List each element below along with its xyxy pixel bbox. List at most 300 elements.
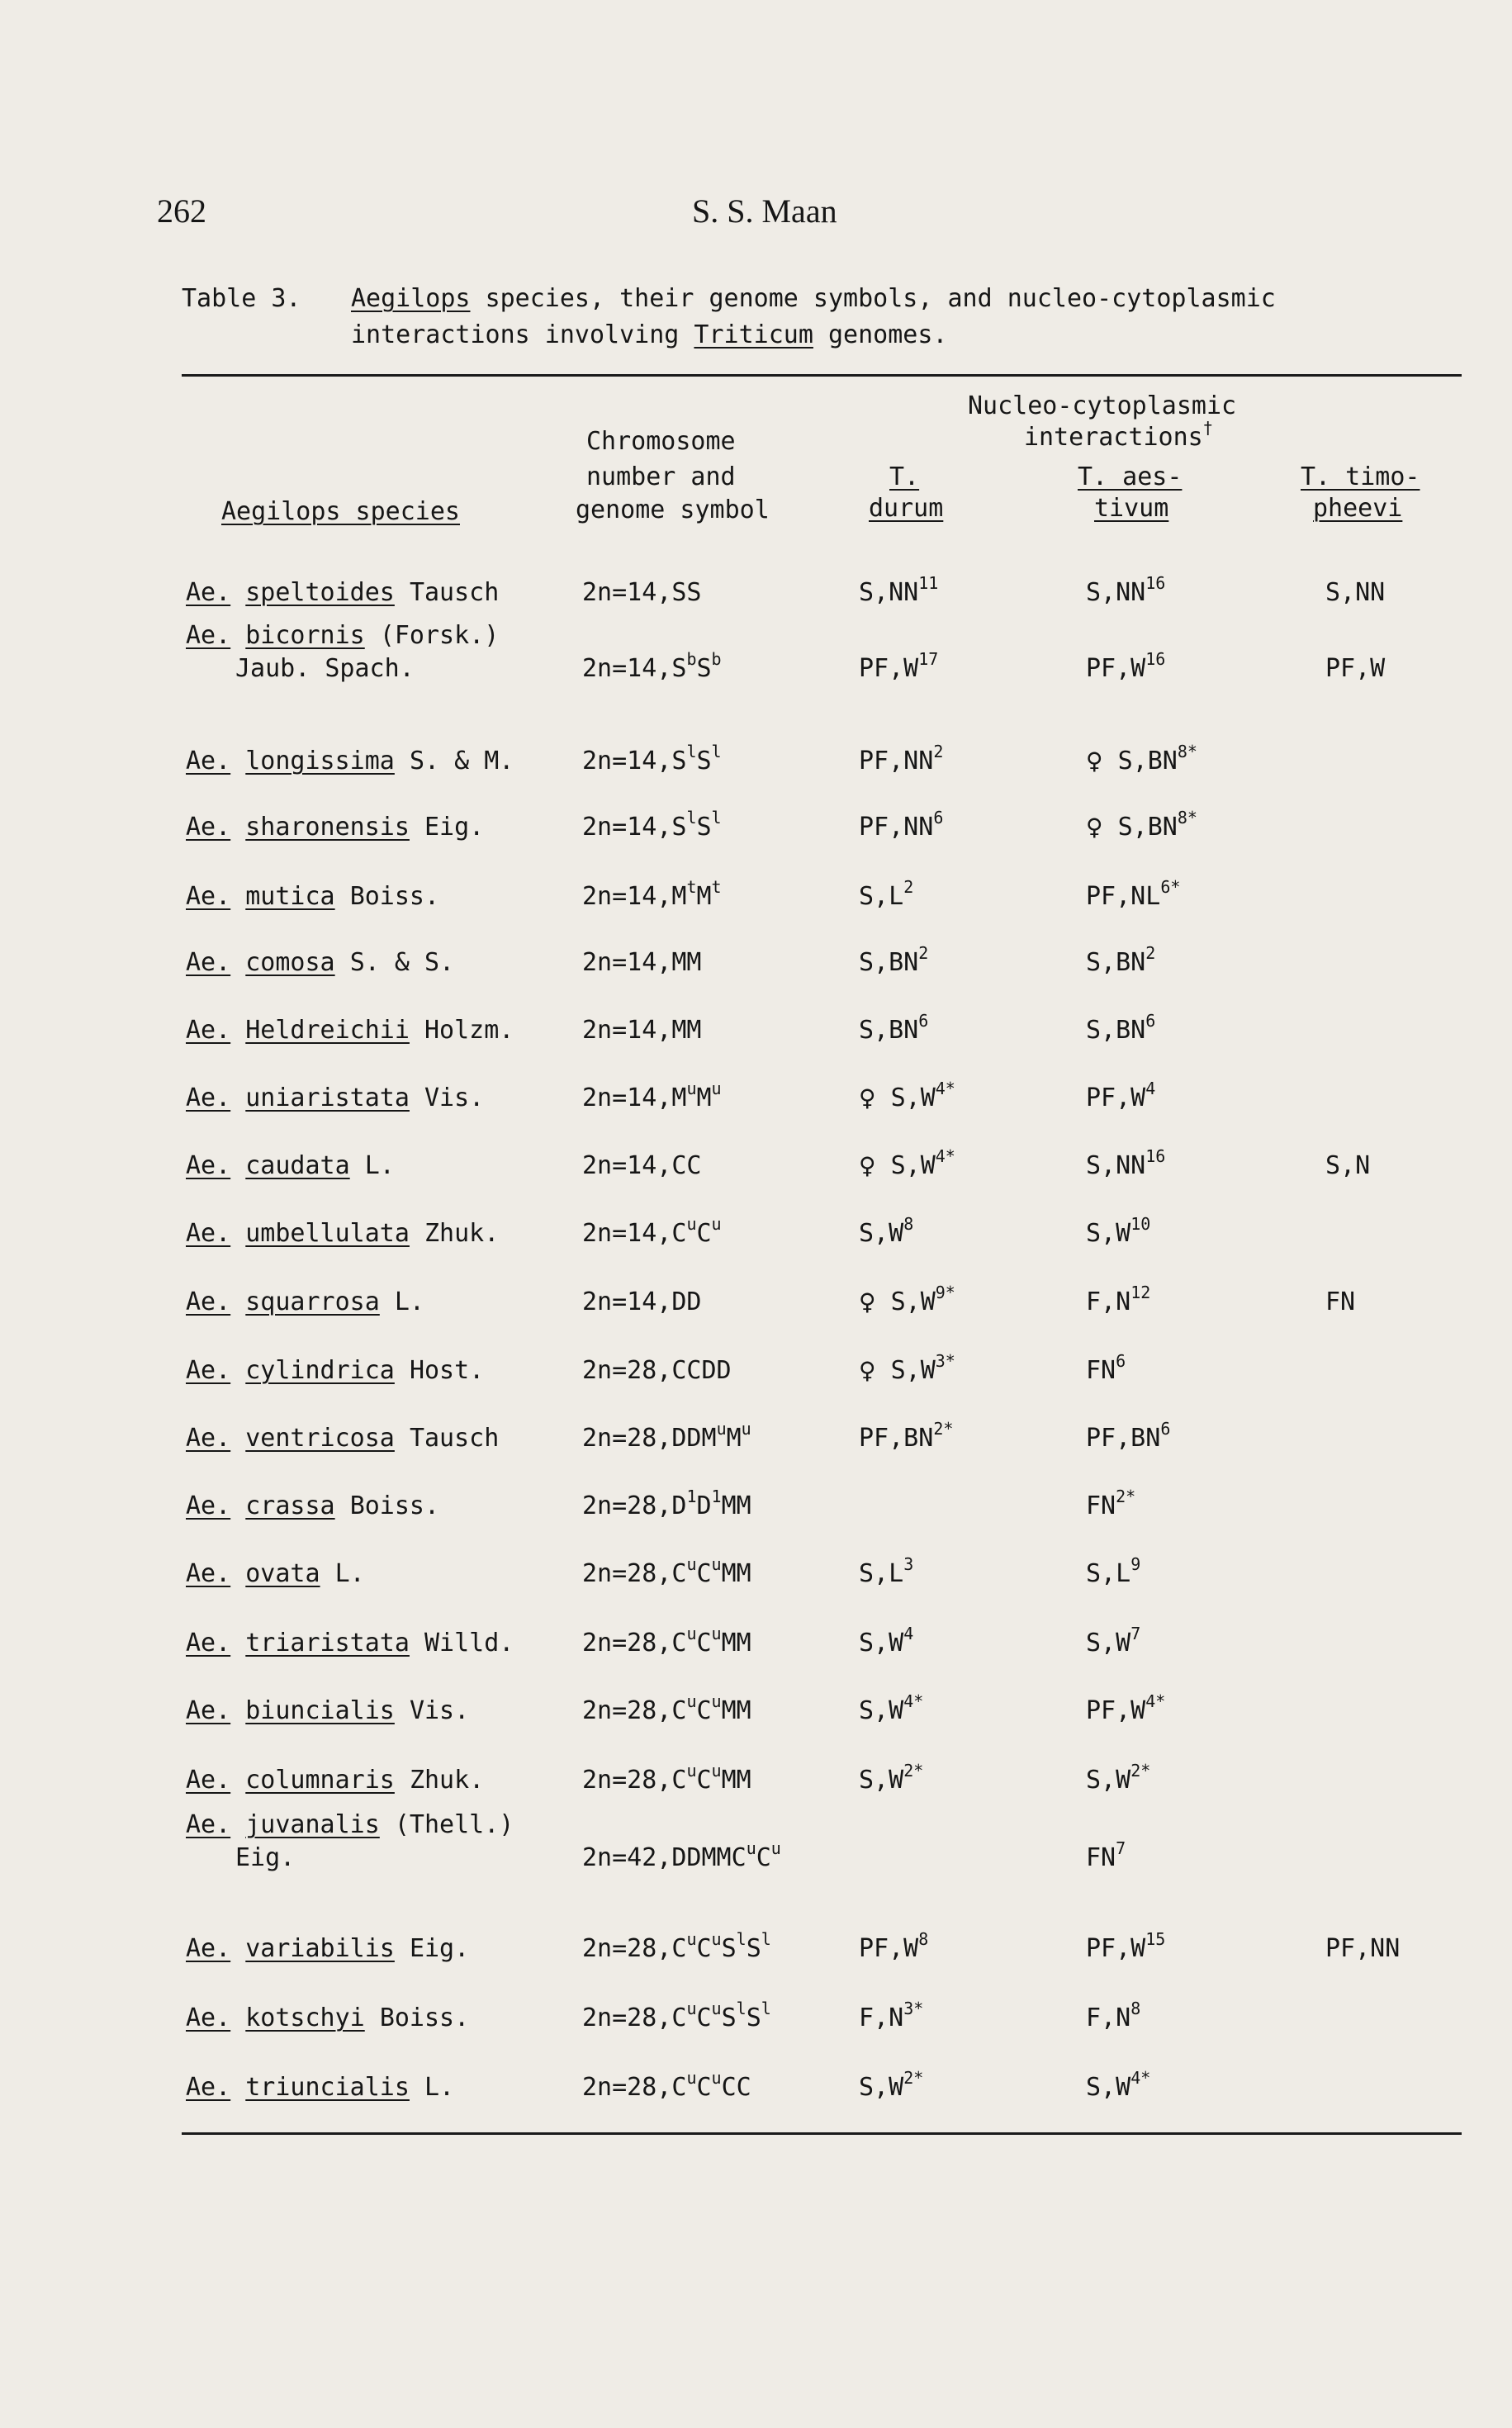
species-genus: Ae. (186, 1424, 231, 1453)
aestivum-value: FN (1086, 1491, 1116, 1520)
species-genus: Ae. (186, 578, 231, 607)
chromosome-text: MM (721, 1766, 751, 1795)
chromosome-text: 2n=14,C (582, 1219, 687, 1248)
species-cell (186, 619, 499, 685)
aestivum-cell (1086, 1999, 1141, 2035)
aestivum-value: PF,W (1086, 1934, 1146, 1963)
caption-label: Table 3. (182, 284, 301, 313)
species-cell (186, 1422, 499, 1455)
aestivum-cell (1086, 1419, 1171, 1455)
chromosome-text: C (696, 2073, 712, 2102)
species-author: Tausch (409, 578, 500, 607)
durum-cell (859, 649, 939, 685)
header-dagger: † (1202, 418, 1213, 438)
durum-cell (859, 742, 944, 778)
species-author: Vis. (424, 1084, 485, 1112)
species-epithet: triaristata (245, 1629, 410, 1657)
timopheevi-value: PF,NN (1325, 1934, 1401, 1963)
species-author-continued: Eig. (235, 1843, 296, 1872)
header-durum-t: T. (889, 462, 920, 491)
aestivum-value: PF,W (1086, 1084, 1146, 1112)
aestivum-superscript: 4* (1145, 1691, 1166, 1711)
chromosome-text: 2n=14,M (582, 1084, 687, 1112)
species-line (186, 948, 454, 977)
chromosome-cell (582, 1838, 781, 1875)
chromosome-text: 2n=28,DDM (582, 1424, 717, 1453)
species-cell (186, 1932, 469, 1966)
chromosome-text: 2n=28,C (582, 1934, 687, 1963)
aestivum-value: FN (1086, 1356, 1116, 1385)
aestivum-cell (1086, 1624, 1141, 1660)
chromosome-text: 2n=14,DD (582, 1288, 702, 1316)
species-line (186, 2073, 454, 2102)
durum-cell (859, 1214, 914, 1250)
species-genus: Ae. (186, 1696, 231, 1725)
chromosome-cell (582, 649, 722, 685)
species-genus: Ae. (186, 1356, 231, 1385)
species-author: Host. (409, 1356, 485, 1385)
durum-value: PF,W (859, 1934, 919, 1963)
durum-superscript: 9* (935, 1283, 955, 1302)
header-nucleo-cytoplasmic: Nucleo-cytoplasmic (968, 391, 1237, 420)
header-species-label: Aegilops species (221, 497, 460, 526)
species-author: L. (334, 1559, 365, 1588)
durum-superscript: 2 (918, 943, 929, 963)
species-line (186, 1491, 439, 1520)
durum-value: PF,NN (859, 813, 934, 842)
chromosome-cell (582, 1554, 751, 1591)
chromosome-cell (582, 2068, 751, 2104)
chromosome-cell (582, 1014, 702, 1047)
chromosome-superscript: u (711, 1214, 722, 1234)
species-line (186, 1424, 499, 1453)
aestivum-value: F,N (1086, 1288, 1131, 1316)
durum-superscript: 6 (933, 808, 944, 828)
durum-value: S,W (875, 1288, 936, 1316)
chromosome-superscript: u (686, 1691, 697, 1711)
species-author: L. (364, 1151, 395, 1180)
chromosome-text: 2n=28,C (582, 1629, 687, 1657)
durum-cell (859, 808, 944, 844)
chromosome-superscript: l (711, 742, 722, 761)
species-author: Eig. (424, 813, 485, 842)
species-epithet: longissima (245, 747, 395, 775)
chromosome-superscript: b (686, 649, 697, 669)
species-epithet: Heldreichii (245, 1016, 410, 1045)
aestivum-value: S,L (1086, 1559, 1131, 1588)
aestivum-value: S,NN (1086, 578, 1146, 607)
aestivum-superscript: 6 (1116, 1351, 1126, 1371)
caption-triticum: Triticum (694, 320, 813, 349)
chromosome-text: 2n=42,DDMMC (582, 1843, 747, 1872)
chromosome-text: MM (721, 1629, 751, 1657)
species-cell (186, 1558, 365, 1591)
durum-cell (859, 2068, 924, 2104)
header-durum-label: durum (869, 494, 944, 523)
timopheevi-value: PF,W (1325, 654, 1386, 683)
header-aestivum-label: tivum (1094, 494, 1169, 523)
chromosome-superscript: u (711, 1691, 722, 1711)
aestivum-value: S,W (1086, 1766, 1131, 1795)
chromosome-text: 2n=14,S (582, 654, 687, 683)
chromosome-superscript: u (686, 1999, 697, 2018)
durum-value: S,BN (859, 1016, 919, 1045)
aestivum-value: PF,BN (1086, 1424, 1161, 1453)
aestivum-cell (1086, 1011, 1156, 1047)
chromosome-text: 2n=14,M (582, 882, 687, 911)
durum-female-symbol: ♀ (859, 1084, 876, 1112)
caption-text-2: interactions involving (351, 320, 680, 349)
page-number: 262 (157, 192, 206, 230)
species-cell (186, 1490, 439, 1523)
timopheevi-value: S,NN (1325, 578, 1386, 607)
chromosome-superscript: l (686, 742, 697, 761)
chromosome-superscript: u (711, 1624, 722, 1643)
chromosome-text: MM (721, 1696, 751, 1725)
species-cell (186, 1764, 484, 1797)
durum-superscript: 17 (918, 649, 939, 669)
aestivum-cell (1086, 649, 1166, 685)
chromosome-cell (582, 576, 702, 609)
species-line (186, 1629, 514, 1657)
durum-superscript: 4 (903, 1624, 914, 1643)
aestivum-value: PF,W (1086, 1696, 1146, 1725)
species-genus: Ae. (186, 1766, 231, 1795)
timopheevi-value: FN (1325, 1288, 1356, 1316)
chromosome-text: MM (721, 1559, 751, 1588)
species-author: Zhuk. (409, 1766, 485, 1795)
species-author: S. & M. (409, 747, 514, 775)
chromosome-text: 2n=28,C (582, 1766, 687, 1795)
species-epithet: caudata (245, 1151, 350, 1180)
durum-superscript: 2 (933, 742, 944, 761)
aestivum-superscript: 4 (1145, 1079, 1156, 1098)
timopheevi-cell (1325, 1286, 1355, 1319)
species-line (186, 1084, 484, 1112)
aestivum-cell (1086, 1929, 1166, 1966)
durum-superscript: 3* (903, 1999, 924, 2018)
species-epithet: speltoides (245, 578, 395, 607)
chromosome-cell (582, 877, 722, 913)
durum-cell (859, 1624, 914, 1660)
durum-superscript: 11 (918, 573, 939, 593)
timopheevi-cell (1325, 1932, 1400, 1966)
aestivum-cell (1086, 943, 1156, 979)
chromosome-cell (582, 808, 722, 844)
species-genus: Ae. (186, 1288, 231, 1316)
timopheevi-value: S,N (1325, 1151, 1371, 1180)
chromosome-cell (582, 742, 722, 778)
durum-superscript: 4* (935, 1079, 955, 1098)
durum-value: S,W (859, 1629, 904, 1657)
durum-superscript: 2 (903, 877, 914, 897)
species-line (186, 1810, 514, 1839)
header-number-and: number and (586, 462, 736, 491)
chromosome-superscript: u (686, 1554, 697, 1574)
species-epithet: kotschyi (245, 2004, 365, 2032)
durum-value: S,L (859, 1559, 904, 1588)
chromosome-text: S (696, 747, 712, 775)
species-author: Eig. (409, 1934, 470, 1963)
durum-superscript: 4* (903, 1691, 924, 1711)
chromosome-superscript: l (736, 1999, 747, 2018)
durum-superscript: 6 (918, 1011, 929, 1031)
chromosome-superscript: u (686, 1079, 697, 1098)
species-epithet: umbellulata (245, 1219, 410, 1248)
running-head: S. S. Maan (692, 192, 837, 230)
species-epithet: ovata (245, 1559, 320, 1588)
chromosome-text: 2n=28,C (582, 1696, 687, 1725)
durum-value: PF,BN (859, 1424, 934, 1453)
aestivum-cell (1086, 573, 1166, 609)
aestivum-cell (1086, 1146, 1166, 1183)
species-genus: Ae. (186, 1934, 231, 1963)
table-bottom-rule (182, 2132, 1462, 2135)
chromosome-text: D (696, 1491, 712, 1520)
durum-superscript: 8 (918, 1929, 929, 1949)
species-genus: Ae. (186, 1016, 231, 1045)
species-genus: Ae. (186, 2073, 231, 2102)
aestivum-value: S,BN (1086, 1016, 1146, 1045)
aestivum-superscript: 16 (1145, 1146, 1166, 1166)
species-cell (186, 1150, 395, 1183)
chromosome-text: M (696, 1084, 712, 1112)
species-line (186, 1356, 484, 1385)
chromosome-text: 2n=28,C (582, 2073, 687, 2102)
aestivum-cell (1086, 1214, 1151, 1250)
durum-cell (859, 1146, 955, 1183)
species-epithet: biuncialis (245, 1696, 395, 1725)
aestivum-value: S,W (1086, 1219, 1131, 1248)
species-author: L. (394, 1288, 424, 1316)
aestivum-value: FN (1086, 1843, 1116, 1872)
species-epithet: mutica (245, 882, 335, 911)
aestivum-superscript: 2 (1145, 943, 1156, 963)
chromosome-text: S (721, 1934, 737, 1963)
chromosome-superscript: u (770, 1838, 781, 1858)
chromosome-cell (582, 1214, 722, 1250)
species-epithet: cylindrica (245, 1356, 395, 1385)
chromosome-text: C (696, 1629, 712, 1657)
header-genome-symbol: genome symbol (576, 496, 770, 524)
durum-superscript: 2* (903, 1761, 924, 1781)
timopheevi-cell (1325, 652, 1385, 685)
species-author: Tausch (409, 1424, 500, 1453)
aestivum-cell (1086, 877, 1181, 913)
species-author: L. (424, 2073, 455, 2102)
chromosome-text: C (696, 1766, 712, 1795)
chromosome-superscript: l (761, 1929, 771, 1949)
species-author: Vis. (409, 1696, 470, 1725)
header-chromosome: Chromosome (586, 427, 736, 456)
durum-cell (859, 1079, 955, 1115)
aestivum-superscript: 2* (1116, 1487, 1136, 1506)
durum-superscript: 8 (903, 1214, 914, 1234)
species-genus: Ae. (186, 1629, 231, 1657)
chromosome-text: C (696, 1934, 712, 1963)
chromosome-text: 2n=14,MM (582, 948, 702, 977)
aestivum-cell (1086, 1351, 1126, 1387)
chromosome-superscript: u (716, 1419, 727, 1439)
durum-female-symbol: ♀ (859, 1288, 876, 1316)
species-line (186, 2004, 469, 2032)
aestivum-cell (1086, 808, 1197, 844)
chromosome-cell (582, 1419, 751, 1455)
chromosome-text: 2n=14,S (582, 747, 687, 775)
species-cell (186, 1286, 424, 1319)
chromosome-text: 2n=14,SS (582, 578, 702, 607)
species-genus: Ae. (186, 1219, 231, 1248)
aestivum-superscript: 8* (1177, 808, 1197, 828)
caption-text-1: species, their genome symbols, and nucleo-cytoplasmic (485, 284, 1276, 313)
chromosome-superscript: u (746, 1838, 756, 1858)
species-author: Boiss. (349, 882, 440, 911)
timopheevi-cell (1325, 1150, 1370, 1183)
aestivum-cell (1086, 1554, 1141, 1591)
caption-genus: Aegilops (351, 284, 471, 313)
species-cell (186, 2071, 454, 2104)
species-epithet: ventricosa (245, 1424, 395, 1453)
aestivum-value: PF,NL (1086, 882, 1161, 911)
species-epithet: squarrosa (245, 1288, 380, 1316)
chromosome-text: S (721, 2004, 737, 2032)
species-genus: Ae. (186, 1084, 231, 1112)
aestivum-superscript: 10 (1130, 1214, 1151, 1234)
aestivum-cell (1086, 1691, 1166, 1728)
chromosome-text: S (696, 654, 712, 683)
chromosome-cell (582, 1286, 702, 1319)
chromosome-text: 2n=28,C (582, 1559, 687, 1588)
aestivum-superscript: 16 (1145, 573, 1166, 593)
aestivum-value: F,N (1086, 2004, 1131, 2032)
durum-cell (859, 1011, 929, 1047)
aestivum-superscript: 2* (1130, 1761, 1151, 1781)
species-cell (186, 1082, 484, 1115)
durum-value: S,W (875, 1151, 936, 1180)
species-cell (186, 1627, 514, 1660)
caption-text-3: genomes. (827, 320, 948, 349)
durum-cell (859, 1419, 954, 1455)
species-cell (186, 745, 514, 778)
chromosome-cell (582, 1929, 771, 1966)
chromosome-superscript: 1 (686, 1487, 697, 1506)
header-timopheevi-t: T. timo- (1301, 462, 1420, 491)
aestivum-value: S,NN (1086, 1151, 1146, 1180)
chromosome-text: M (726, 1424, 742, 1453)
species-cell (186, 1014, 514, 1047)
species-author: Holzm. (424, 1016, 514, 1045)
durum-cell (859, 943, 929, 979)
species-genus: Ae. (186, 1559, 231, 1588)
chromosome-text: S (746, 1934, 761, 1963)
durum-female-symbol: ♀ (859, 1152, 876, 1179)
species-author: Boiss. (349, 1491, 440, 1520)
species-line (186, 621, 499, 650)
durum-value: S,W (859, 1696, 904, 1725)
species-genus: Ae. (186, 621, 231, 650)
header-aestivum-t: T. aes- (1078, 462, 1183, 491)
durum-cell (859, 1554, 914, 1591)
species-line (186, 882, 439, 911)
durum-value: S,W (875, 1356, 936, 1385)
species-author: Willd. (424, 1629, 514, 1657)
chromosome-cell (582, 1487, 751, 1523)
chromosome-superscript: l (711, 808, 722, 828)
durum-value: PF,W (859, 654, 919, 683)
chromosome-text: S (746, 2004, 761, 2032)
durum-superscript: 3 (903, 1554, 914, 1574)
species-genus: Ae. (186, 747, 231, 775)
aestivum-superscript: 6* (1160, 877, 1181, 897)
chromosome-superscript: t (711, 877, 722, 897)
chromosome-superscript: u (686, 1761, 697, 1781)
species-author: (Thell.) (394, 1810, 514, 1839)
chromosome-superscript: u (711, 2068, 722, 2088)
chromosome-text: S (696, 813, 712, 842)
species-cell (186, 946, 454, 979)
aestivum-value: S,BN (1086, 948, 1146, 977)
header-timopheevi-label: pheevi (1313, 494, 1403, 523)
aestivum-value: PF,W (1086, 654, 1146, 683)
aestivum-female-symbol: ♀ (1086, 813, 1103, 841)
aestivum-cell (1086, 1283, 1151, 1319)
aestivum-cell (1086, 1487, 1136, 1523)
species-line (186, 1559, 365, 1588)
chromosome-cell (582, 1761, 751, 1797)
chromosome-text: MM (721, 1491, 751, 1520)
species-cell (186, 1695, 469, 1728)
aestivum-value: S,W (1086, 2073, 1131, 2102)
species-author-continued: Jaub. Spach. (235, 654, 415, 683)
chromosome-text: C (696, 1696, 712, 1725)
species-author: S. & S. (349, 948, 455, 977)
aestivum-superscript: 16 (1145, 649, 1166, 669)
species-genus: Ae. (186, 1810, 231, 1839)
chromosome-superscript: l (736, 1929, 747, 1949)
species-genus: Ae. (186, 1491, 231, 1520)
chromosome-text: 2n=14,S (582, 813, 687, 842)
aestivum-cell (1086, 1079, 1156, 1115)
aestivum-female-symbol: ♀ (1086, 747, 1103, 775)
species-epithet: sharonensis (245, 813, 410, 842)
durum-value: S,W (859, 1766, 904, 1795)
species-line (186, 1151, 395, 1180)
species-cell (186, 2002, 469, 2035)
chromosome-text: 2n=14,MM (582, 1016, 702, 1045)
chromosome-superscript: 1 (711, 1487, 722, 1506)
species-epithet: crassa (245, 1491, 335, 1520)
aestivum-superscript: 7 (1116, 1838, 1126, 1858)
durum-cell (859, 1351, 955, 1387)
species-cell (186, 1354, 484, 1387)
durum-superscript: 2* (903, 2068, 924, 2088)
chromosome-superscript: u (686, 1624, 697, 1643)
durum-cell (859, 573, 939, 609)
species-genus: Ae. (186, 1151, 231, 1180)
species-line (186, 1934, 469, 1963)
durum-superscript: 2* (933, 1419, 954, 1439)
aestivum-superscript: 12 (1130, 1283, 1151, 1302)
chromosome-cell (582, 1691, 751, 1728)
durum-cell (859, 1999, 924, 2035)
species-author: Zhuk. (424, 1219, 500, 1248)
durum-value: S,NN (859, 578, 919, 607)
chromosome-text: 2n=28,D (582, 1491, 687, 1520)
aestivum-cell (1086, 742, 1197, 778)
chromosome-text: C (696, 1559, 712, 1588)
chromosome-superscript: u (711, 1999, 722, 2018)
chromosome-superscript: l (761, 1999, 771, 2018)
